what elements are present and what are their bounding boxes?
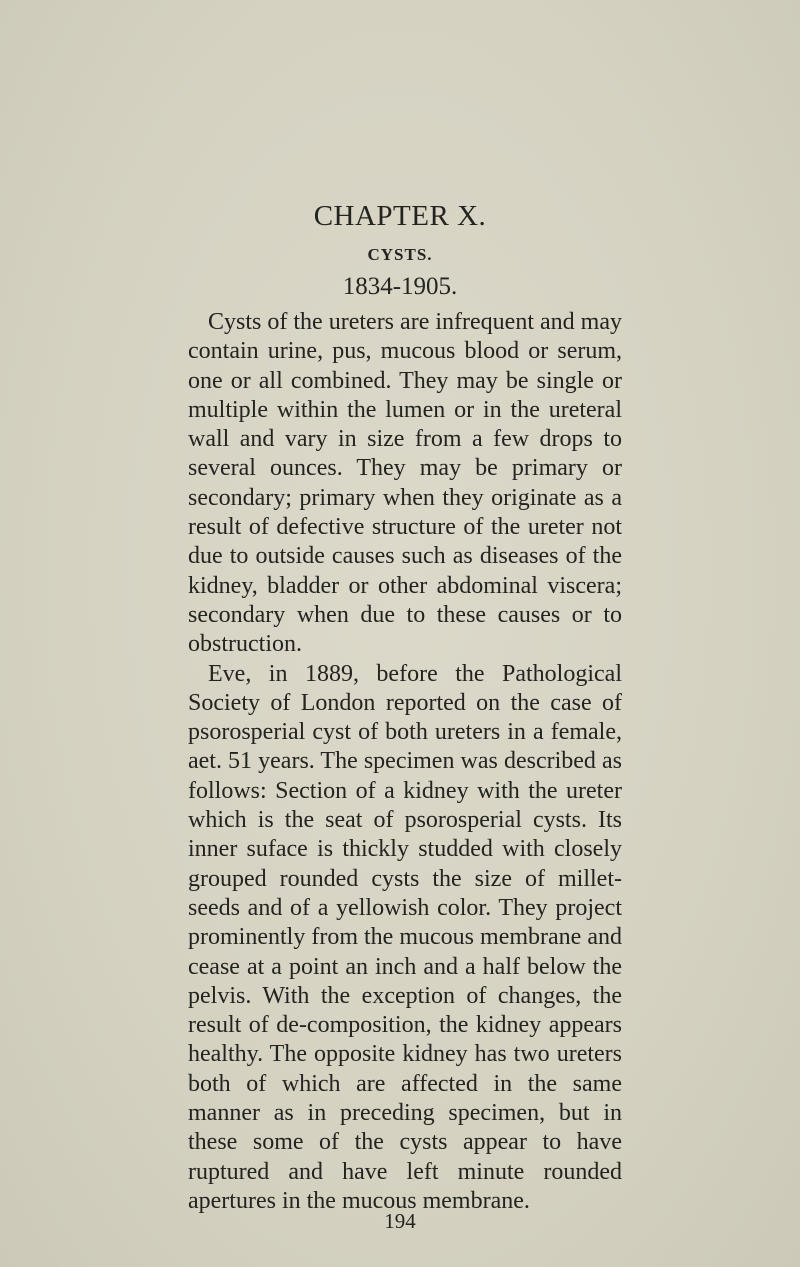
- years-range: 1834-1905.: [342, 273, 458, 300]
- paragraph-1: Cysts of the ureters are infrequent and may contain urine, pus, mucous blood or serum, one or all combined. They may be single or multiple within the lumen or in the ureteral wall and vary in size from a few drops to several ounces. They may be primary or secondary; primary when they originate as a result of defective structure of the ureter not due to outside causes such as diseases of the kidney, bladder or other abdominal viscera; secondary when due to these causes or to obstruction.: [188, 309, 622, 658]
- paragraph-2: Eve, in 1889, before the Pathological Society of London reported on the case of psorosperial cyst of both ureters in a female, aet. 51 years. The specimen was described as follows: Section of a kidney with the ureter which is the seat of psorosperial cysts. Its inner suface is thickly studded with closely grouped rounded cysts the size of millet-seeds and of a yellowish color. They project prominently from the mucous membrane and cease at a point an inch and a half below the pelvis. With the exception of changes, the result of de-composition, the kidney appears healthy. The opposite kidney has two ureters both of which are affected in the same manner as in preceding specimen, but in these some of the cysts appear to have ruptured and have left minute rounded apertures in the mucous membrane.: [188, 660, 622, 1214]
- section-title: CYSTS.: [367, 245, 433, 264]
- chapter-heading: CHAPTER X.: [313, 200, 487, 232]
- body-text: [188, 308, 622, 1216]
- page-number: 194: [384, 1209, 416, 1233]
